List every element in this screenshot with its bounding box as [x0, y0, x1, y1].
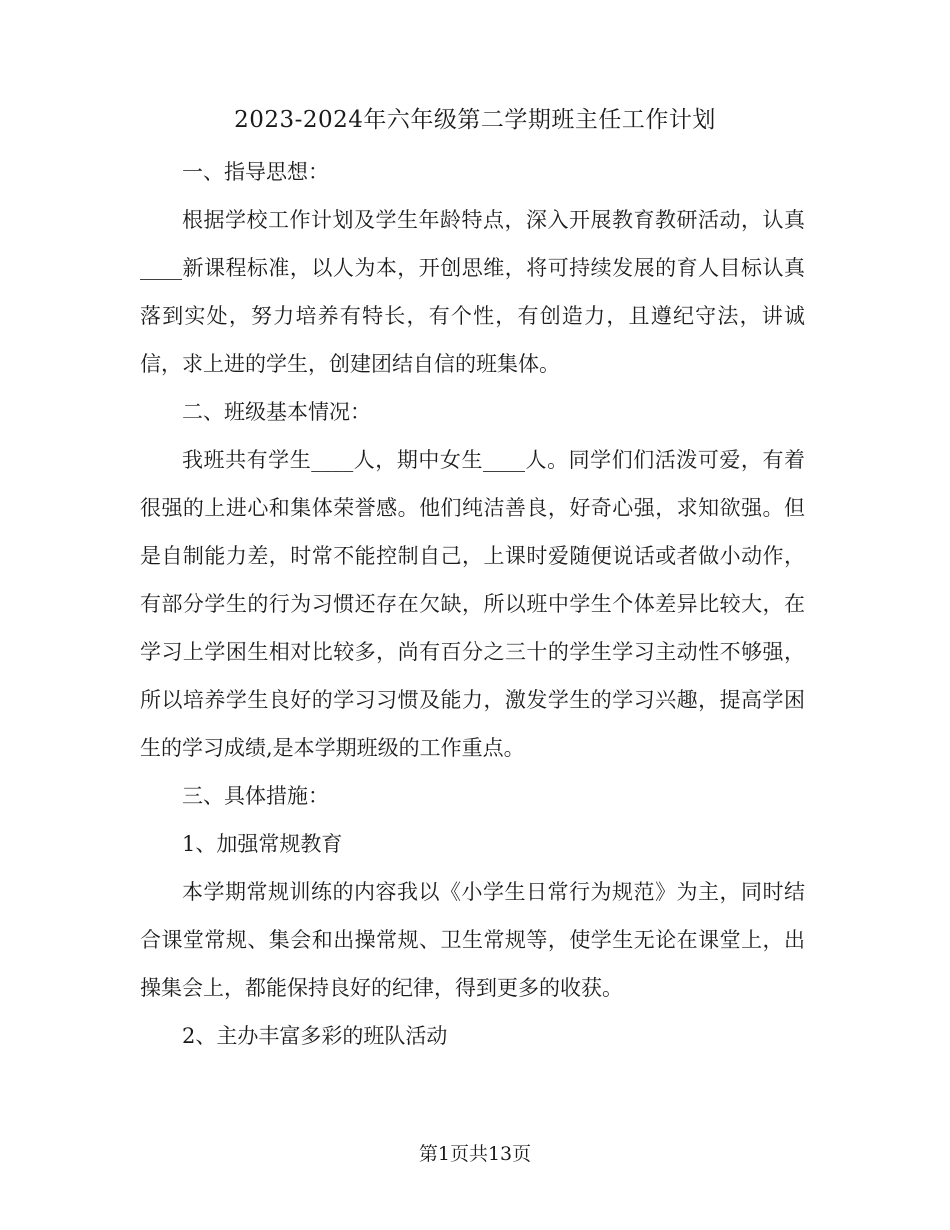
heading-class-situation: 二、班级基本情况： [182, 400, 371, 424]
paragraph-routine-education: 本学期常规训练的内容我以《小学生日常行为规范》为主，同时结合课堂常规、集会和出操常规、卫生常规等，使学生无论在课堂上，出操集会上，都能保持良好的纪律，得到更多的收获。 [140, 880, 805, 1000]
heading-guiding-ideology: 一、指导思想： [182, 160, 329, 184]
page-number-footer: 第1页共13页 [418, 1143, 532, 1165]
paragraph-guiding-ideology: 根据学校工作计划及学生年龄特点，深入开展教育教研活动，认真____新课程标准，以人为本，开创思维，将可持续发展的育人目标认真落到实处，努力培养有特长，有个性，有创造力，且遵纪守法，讲诚信，求上进的学生，创建团结自信的班集体。 [140, 208, 805, 376]
document-body [140, 148, 805, 1060]
paragraph-class-situation: 我班共有学生____人，期中女生____人。同学们们活泼可爱，有着很强的上进心和集体荣誉感。他们纯洁善良，好奇心强，求知欲强。但是自制能力差，时常不能控制自己，上课时爱随便说话或者做小动作，有部分学生的行为习惯还存在欠缺，所以班中学生个体差异比较大，在学习上学困生相对比较多，尚有百分之三十的学生学习主动性不够强，所以培养学生良好的学习习惯及能力，激发学生的学习兴趣，提高学困生的学习成绩,是本学期班级的工作重点。 [140, 448, 805, 760]
document-title: 2023-2024年六年级第二学期班主任工作计划 [234, 107, 716, 133]
subheading-routine-education: 1、加强常规教育 [182, 832, 343, 856]
subheading-class-activities: 2、主办丰富多彩的班队活动 [182, 1024, 448, 1048]
heading-specific-measures: 三、具体措施： [182, 784, 329, 808]
